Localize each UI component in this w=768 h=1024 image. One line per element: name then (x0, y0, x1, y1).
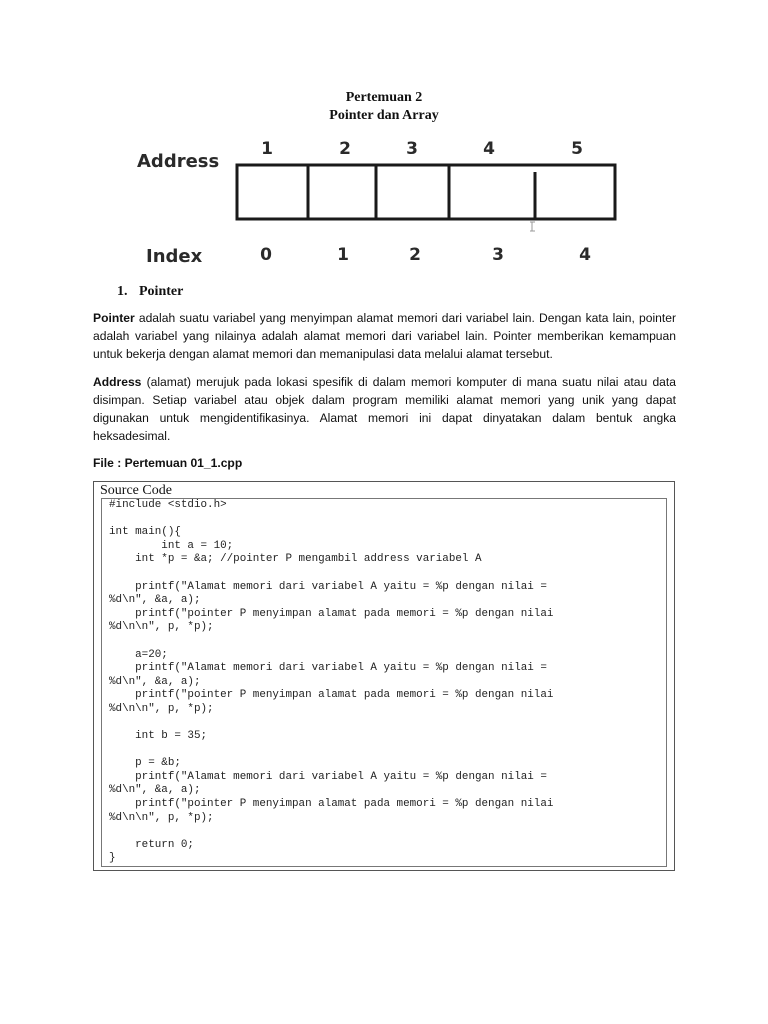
code-block (101, 498, 667, 867)
section-title: Pointer (139, 284, 184, 299)
index-label: Index (146, 246, 203, 267)
section-heading (117, 284, 183, 300)
source-code-title: Source Code (100, 483, 172, 498)
paragraph-text: adalah suatu variabel yang menyimpan alamat memori dari variabel lain. Dengan kata lain, pointer adalah variabel yang nilainya adalah alamat memori dari variabel lain. Pointer memberikan kemampuan untuk bekerja dengan alamat memori dan memanipulasi data melalui alamat tersebut. (93, 311, 676, 361)
index-number: 2 (409, 245, 421, 265)
array-cells (0, 0, 768, 300)
term-address: Address (93, 375, 142, 389)
paragraph-pointer (93, 309, 676, 363)
page-subtitle: Pointer dan Array (329, 108, 439, 123)
source-code-table (93, 481, 675, 871)
paragraph-address (93, 373, 676, 445)
address-number: 4 (483, 139, 495, 159)
index-number: 0 (260, 245, 272, 265)
code-text: #include <stdio.h> int main(){ int a = 10; int *p = &a; //pointer P mengambil address variabel A printf("Alamat memori dari variabel A yaitu = %p dengan nilai = %d\n", &a, a); printf("pointer P menyimpan alamat pada memori = %p dengan nilai %d\n\n", p, *p); a=20; printf("Alamat memori dari variabel A yaitu = %p dengan nilai = %d\n", &a, a); printf("pointer P menyimpan alamat pada memori = %p dengan nilai %d\n\n", p, *p); int b = 35; p = &b; printf("Alamat memori dari variabel A yaitu = %p dengan nilai = %d\n", &a, a); printf("pointer P menyimpan alamat pada memori = %p dengan nilai %d\n\n", p, *p); return 0; } (109, 499, 554, 865)
term-pointer: Pointer (93, 311, 135, 325)
address-number: 5 (571, 139, 583, 159)
paragraph-text: (alamat) merujuk pada lokasi spesifik di dalam memori komputer di mana suatu nilai atau data disimpan. Setiap variabel atau objek dalam program memiliki alamat memori yang unik yang dapat digunakan untuk mengidentifikasinya. Alamat memori ini dapat dinyatakan dalam bentuk angka heksadesimal. (93, 375, 676, 443)
index-number: 3 (492, 245, 504, 265)
file-label: File : Pertemuan 01_1.cpp (93, 456, 243, 470)
address-number: 3 (406, 139, 418, 159)
section-number: 1. (117, 284, 128, 299)
address-number: 2 (339, 139, 351, 159)
page-title: Pertemuan 2 (345, 90, 423, 105)
address-number: 1 (261, 139, 273, 159)
address-label: Address (137, 151, 220, 172)
index-number: 4 (579, 245, 591, 265)
array-outline (237, 165, 615, 219)
index-number: 1 (337, 245, 349, 265)
